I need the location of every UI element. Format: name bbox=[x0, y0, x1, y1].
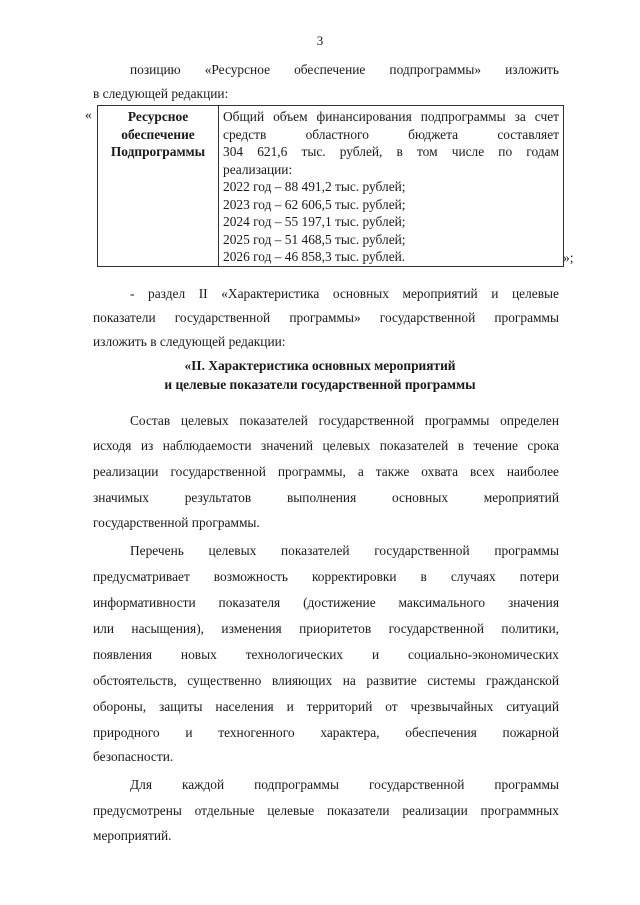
value-line: средств областного бюджета составляет bbox=[223, 126, 559, 142]
resource-table bbox=[97, 105, 564, 267]
funding-year-2022: 2022 год – 88 491,2 тыс. рублей; bbox=[223, 179, 406, 194]
quote-close: »; bbox=[563, 250, 574, 265]
paragraph-1-line: реализации государственной программы, а также охвата всех наиболее bbox=[93, 464, 559, 479]
paragraph-1-line: государственной программы. bbox=[93, 515, 260, 530]
paragraph-2-line: или насыщения), изменения приоритетов государственной политики, bbox=[93, 621, 559, 636]
paragraph-2-line: информативности показателя (достижение максимального значения bbox=[93, 595, 559, 610]
paragraph-1-line: исходя из наблюдаемости значений целевых показателей в течение срока bbox=[93, 438, 559, 453]
section-intro-line-2: показатели государственной программы» государственной программы bbox=[93, 310, 559, 325]
paragraph-3-line: Для каждой подпрограммы государственной программы bbox=[130, 777, 559, 792]
table-row bbox=[98, 106, 564, 267]
intro-line-2: в следующей редакции: bbox=[93, 86, 229, 101]
section-heading-line-1: «II. Характеристика основных мероприятий bbox=[184, 358, 456, 373]
label-line: Подпрограммы bbox=[110, 144, 206, 159]
intro-line-1: позицию «Ресурсное обеспечение подпрограммы» изложить bbox=[130, 62, 559, 77]
value-line: реализации: bbox=[223, 161, 293, 177]
funding-year-2023: 2023 год – 62 606,5 тыс. рублей; bbox=[223, 196, 406, 212]
page-number: 3 bbox=[316, 33, 324, 48]
funding-year-2024: 2024 год – 55 197,1 тыс. рублей; bbox=[223, 214, 406, 229]
label-line: Ресурсное bbox=[127, 109, 189, 124]
paragraph-2-line: предусматривает возможность корректировки в случаях потери bbox=[93, 569, 559, 584]
paragraph-2-line: обстоятельств, существенно влияющих на развитие системы гражданской bbox=[93, 673, 559, 688]
paragraph-3-line: мероприятий. bbox=[93, 828, 172, 843]
section-intro-line-1: - раздел II «Характеристика основных мероприятий и целевые bbox=[130, 286, 559, 301]
paragraph-2-line: безопасности. bbox=[93, 749, 174, 764]
resource-label-cell bbox=[98, 106, 219, 267]
quote-open: « bbox=[85, 107, 92, 122]
paragraph-2-line: природного и техногенного характера, обеспечения пожарной bbox=[93, 725, 559, 740]
paragraph-2-line: появления новых технологических и социально-экономических bbox=[93, 647, 559, 662]
resource-value-cell bbox=[219, 106, 564, 267]
paragraph-2-line: обороны, защиты населения и территорий от чрезвычайных ситуаций bbox=[93, 699, 559, 714]
funding-year-2025: 2025 год – 51 468,5 тыс. рублей; bbox=[223, 231, 406, 247]
funding-year-2026: 2026 год – 46 858,3 тыс. рублей. bbox=[223, 249, 406, 264]
value-line: Общий объем финансирования подпрограммы за счет bbox=[223, 109, 559, 124]
paragraph-1-line: значимых результатов выполнения основных мероприятий bbox=[93, 490, 559, 505]
paragraph-3-line: предусмотрены отдельные целевые показатели реализации программных bbox=[93, 803, 559, 818]
paragraph-2-line: Перечень целевых показателей государственной программы bbox=[130, 543, 559, 558]
value-line: 304 621,6 тыс. рублей, в том числе по годам bbox=[223, 144, 559, 159]
paragraph-1-line: Состав целевых показателей государственной программы определен bbox=[130, 413, 559, 428]
section-intro-line-3: изложить в следующей редакции: bbox=[93, 334, 286, 349]
label-line: обеспечение bbox=[121, 126, 195, 142]
section-heading-line-2: и целевые показатели государственной программы bbox=[164, 377, 476, 392]
